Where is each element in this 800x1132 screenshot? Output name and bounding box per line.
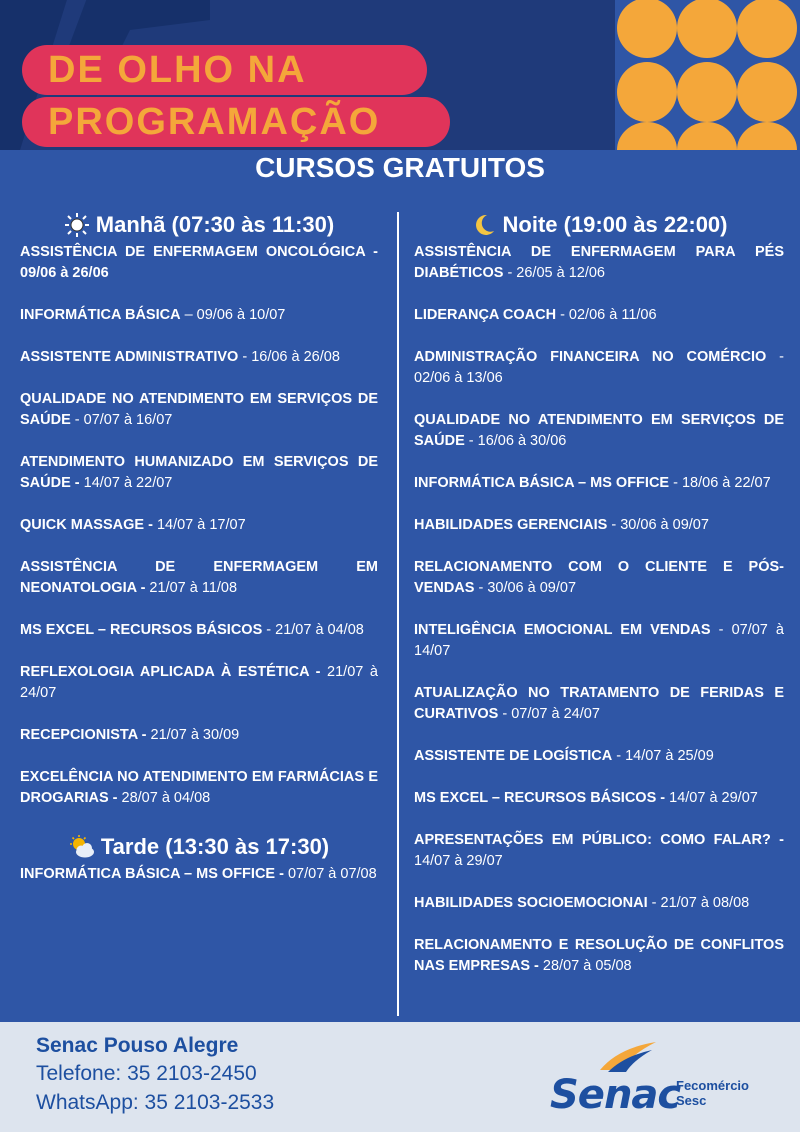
course-name: ATENDIMENTO HUMANIZADO EM SERVIÇOS DE SAÚDE - xyxy=(20,454,378,491)
night-heading-text: Noite (19:00 às 22:00) xyxy=(502,212,728,237)
course-item xyxy=(414,473,784,494)
course-dates: - 21/07 à 04/08 xyxy=(262,622,364,638)
course-dates: - 30/06 à 09/07 xyxy=(607,517,709,533)
crescent-moon-icon xyxy=(471,212,497,238)
course-item xyxy=(20,452,378,494)
course-name: ASSISTÊNCIA DE ENFERMAGEM EM NEONATOLOGIA - xyxy=(20,559,378,596)
right-column xyxy=(414,208,784,998)
logo-sesc: Sesc xyxy=(676,1093,707,1108)
logo-wordmark: Senac xyxy=(550,1072,681,1118)
course-name: RECEPCIONISTA - xyxy=(20,727,147,743)
logo-swoosh-icon xyxy=(598,1040,658,1074)
course-dates: 21/07 à 11/08 xyxy=(145,580,238,596)
course-dates: - 30/06 à 09/07 xyxy=(474,580,577,596)
logo-fecomercio: Fecomércio xyxy=(676,1078,749,1093)
decorative-circles xyxy=(615,0,800,150)
course-item xyxy=(414,410,784,452)
course-name: QUALIDADE NO ATENDIMENTO EM SERVIÇOS DE SAÚDE xyxy=(20,391,378,428)
course-item xyxy=(20,305,378,326)
night-course-list xyxy=(414,242,784,977)
morning-heading-text: Manhã (07:30 às 11:30) xyxy=(95,212,335,237)
course-dates: - 07/07 à 14/07 xyxy=(414,622,784,659)
title-line-1: DE OLHO NA xyxy=(22,45,427,95)
course-name: ASSISTENTE DE LOGÍSTICA xyxy=(414,748,613,764)
course-item xyxy=(20,662,378,704)
course-dates: - 14/07 à 25/09 xyxy=(612,748,714,764)
course-name: ASSISTÊNCIA DE ENFERMAGEM PARA PÉS DIABÉTICOS xyxy=(414,244,784,281)
course-dates: 14/07 à 29/07 xyxy=(414,853,503,869)
course-dates: 28/07 à 05/08 xyxy=(538,958,632,974)
course-name: MS EXCEL – RECURSOS BÁSICOS - xyxy=(414,790,666,806)
phone-text: Telefone: 35 2103-2450 xyxy=(36,1062,257,1085)
course-item xyxy=(414,557,784,599)
morning-course-list xyxy=(20,242,378,809)
sun-icon xyxy=(64,212,90,238)
night-heading xyxy=(414,208,784,242)
course-name: RELACIONAMENTO E RESOLUÇÃO DE CONFLITOS NAS EMPRESAS - xyxy=(414,937,784,974)
unit-name: Senac Pouso Alegre xyxy=(36,1034,239,1057)
course-name: QUICK MASSAGE - xyxy=(20,517,153,533)
course-item xyxy=(20,389,378,431)
morning-heading xyxy=(20,208,378,242)
course-name: RELACIONAMENTO COM O CLIENTE E PÓS-VENDAS xyxy=(414,559,784,596)
course-name: INFORMÁTICA BÁSICA – MS OFFICE - xyxy=(20,866,284,882)
course-dates: 28/07 à 04/08 xyxy=(117,790,211,806)
course-dates: 21/07 à 24/07 xyxy=(20,664,378,701)
senac-logo xyxy=(550,1036,770,1126)
sun-behind-cloud-icon xyxy=(69,834,95,860)
course-dates: 14/07 à 29/07 xyxy=(665,790,758,806)
course-name: REFLEXOLOGIA APLICADA À ESTÉTICA - xyxy=(20,664,321,680)
course-name: LIDERANÇA COACH xyxy=(414,307,557,323)
column-divider xyxy=(397,212,399,1016)
course-item xyxy=(20,347,378,368)
course-item xyxy=(414,305,784,326)
title-line-2: PROGRAMAÇÃO xyxy=(22,97,450,147)
course-name: APRESENTAÇÕES EM PÚBLICO: COMO FALAR? - xyxy=(414,832,784,848)
course-dates: 07/07 à 07/08 xyxy=(283,866,377,882)
course-name: HABILIDADES SOCIOEMOCIONAI xyxy=(414,895,648,911)
course-item xyxy=(414,746,784,767)
course-name: INFORMÁTICA BÁSICA – MS OFFICE xyxy=(414,475,670,491)
left-column xyxy=(20,208,378,906)
course-item xyxy=(20,864,378,885)
course-item xyxy=(20,557,378,599)
course-item xyxy=(414,788,784,809)
course-dates: – 09/06 à 10/07 xyxy=(180,307,286,323)
course-name: QUALIDADE NO ATENDIMENTO EM SERVIÇOS DE SAÚDE xyxy=(414,412,784,449)
afternoon-heading-text: Tarde (13:30 às 17:30) xyxy=(100,834,330,859)
whatsapp-text: WhatsApp: 35 2103-2533 xyxy=(36,1091,275,1114)
course-name: HABILIDADES GERENCIAIS xyxy=(414,517,608,533)
course-dates: - 16/06 à 26/08 xyxy=(238,349,340,365)
course-name: INFORMÁTICA BÁSICA xyxy=(20,307,181,323)
course-name: ATUALIZAÇÃO NO TRATAMENTO DE FERIDAS E CURATIVOS xyxy=(414,685,784,722)
course-item xyxy=(414,683,784,725)
afternoon-heading xyxy=(20,830,378,864)
course-item xyxy=(20,242,378,284)
course-dates: 14/07 à 17/07 xyxy=(152,517,246,533)
course-dates: - 07/07 à 16/07 xyxy=(70,412,173,428)
course-name: ADMINISTRAÇÃO FINANCEIRA NO COMÉRCIO xyxy=(414,349,767,365)
course-item xyxy=(20,515,378,536)
course-name: MS EXCEL – RECURSOS BÁSICOS xyxy=(20,622,263,638)
course-dates: - 21/07 à 08/08 xyxy=(647,895,750,911)
course-item xyxy=(414,620,784,662)
course-item xyxy=(414,242,784,284)
course-dates: - 26/05 à 12/06 xyxy=(503,265,605,281)
course-item xyxy=(20,725,378,746)
course-item xyxy=(20,767,378,809)
course-dates: - 16/06 à 30/06 xyxy=(464,433,567,449)
footer xyxy=(0,1022,800,1132)
course-name: ASSISTÊNCIA DE ENFERMAGEM ONCOLÓGICA - 09/06 à 26/06 xyxy=(20,244,378,281)
course-item xyxy=(414,515,784,536)
course-dates: - 07/07 à 24/07 xyxy=(498,706,600,722)
page-subtitle: CURSOS GRATUITOS xyxy=(255,152,545,183)
course-dates: 21/07 à 30/09 xyxy=(146,727,240,743)
course-dates: - 02/06 à 13/06 xyxy=(414,349,784,386)
course-item xyxy=(414,935,784,977)
course-dates: 14/07 à 22/07 xyxy=(79,475,173,491)
course-name: EXCELÊNCIA NO ATENDIMENTO EM FARMÁCIAS E DROGARIAS - xyxy=(20,769,378,806)
course-item xyxy=(414,893,784,914)
course-name: INTELIGÊNCIA EMOCIONAL EM VENDAS xyxy=(414,622,711,638)
course-name: ASSISTENTE ADMINISTRATIVO xyxy=(20,349,239,365)
afternoon-course-list xyxy=(20,864,378,885)
course-item xyxy=(414,830,784,872)
course-item xyxy=(20,620,378,641)
course-dates: - 18/06 à 22/07 xyxy=(669,475,771,491)
course-item xyxy=(414,347,784,389)
course-dates: - 02/06 à 11/06 xyxy=(556,307,657,323)
